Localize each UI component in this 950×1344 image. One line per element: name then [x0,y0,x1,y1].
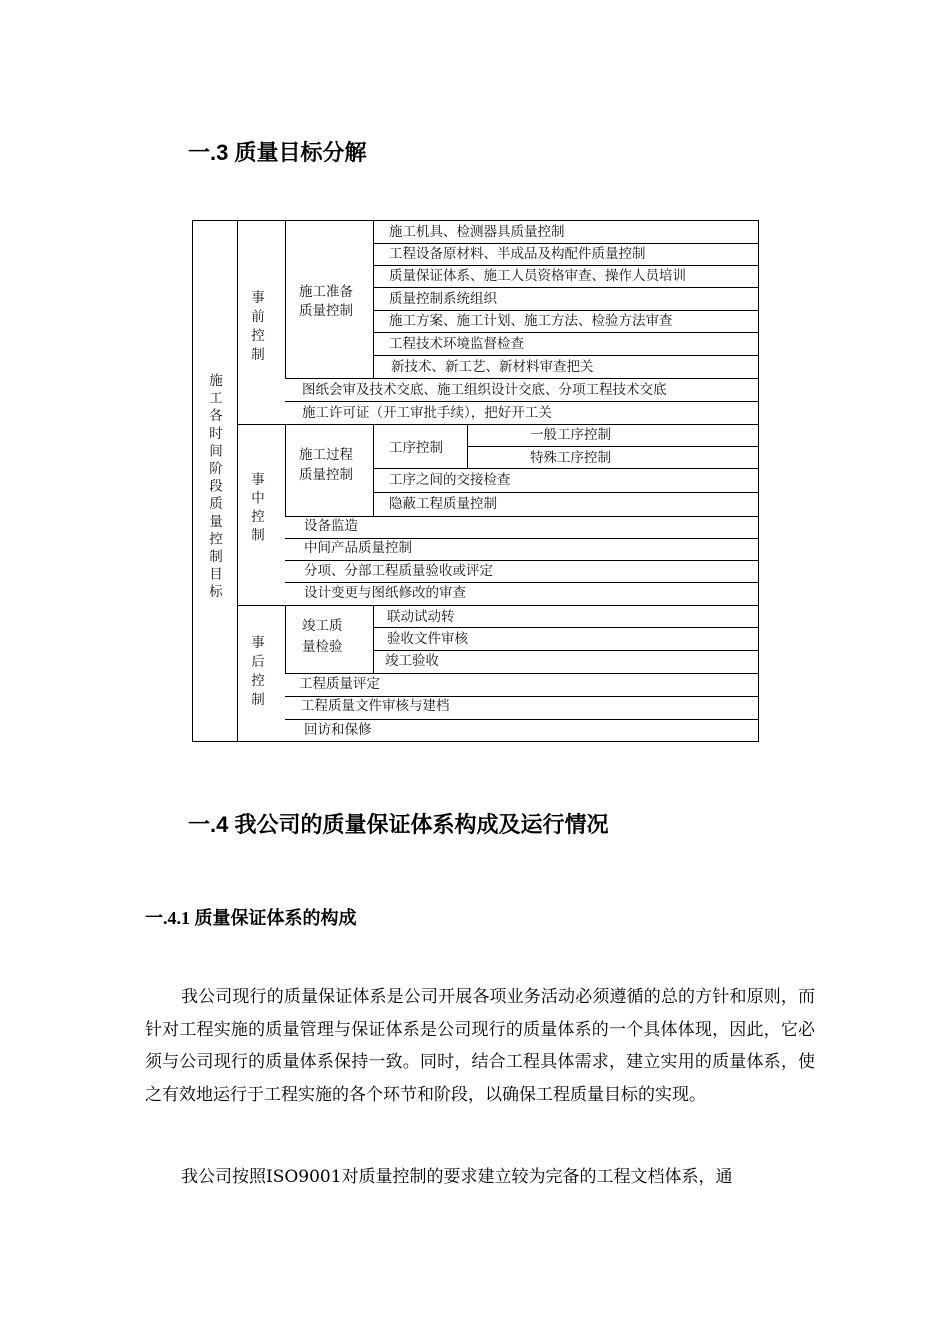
procedure-control-label: 工序控制 [389,440,443,456]
during-item: 中间产品质量控制 [304,540,412,556]
vertical-label-char: 量 [209,513,223,530]
vertical-label-char: 后 [251,654,265,670]
vertical-label-char: 控 [251,328,265,344]
vertical-label-char: 工 [209,390,223,407]
body-paragraph: 我公司现行的质量保证体系是公司开展各项业务活动必须遵循的总的方针和原则，而针对工程实施的质量管理与保证体系是公司现行的质量体系的一个具体体现，因此，它必须与公司现行的质量体系保持一致。同时，结合工程具体需求，建立实用的质量体系，使之有效地运行于工程实施的各个环节和阶段，以确保工程质量目标的实现。 [145,987,815,1105]
vertical-label-char: 制 [251,527,265,544]
procedure-item: 特殊工序控制 [530,450,611,466]
prep-item: 工程技术环境监督检查 [389,336,524,352]
vertical-label-char: 质 [209,496,223,513]
prep-item: 质量控制系统组织 [389,291,497,307]
completion-item: 联动试动转 [387,609,455,625]
vertical-label-char: 间 [209,443,223,460]
process-group-label-line1: 施工过程 [299,447,353,463]
post-control-vertical-label [251,634,265,708]
vertical-label-char: 控 [251,673,265,689]
section-4-title: 一.4 我公司的质量保证体系构成及运行情况 [188,812,609,837]
body-paragraph: 我公司按照ISO9001对质量控制的要求建立较为完备的工程文档体系，通 [181,1167,733,1187]
section-4-1-title: 一.4.1 质量保证体系的构成 [145,908,357,928]
pre-control-vertical-label [251,289,265,363]
vertical-label-char: 前 [251,309,265,325]
process-item: 隐蔽工程质量控制 [389,496,497,512]
vertical-label-char: 控 [251,509,265,525]
during-item: 设备监造 [304,518,358,534]
process-item: 工序之间的交接检查 [389,472,511,488]
prep-group-label-line1: 施工准备 [299,284,353,300]
process-group-label-line2: 质量控制 [299,467,353,483]
quality-target-breakdown-diagram [192,220,760,743]
vertical-label-char: 目 [209,566,223,583]
vertical-label-char: 制 [251,692,265,708]
completion-item: 竣工验收 [385,653,439,669]
prep-item: 质量保证体系、施工人员资格审查、操作人员培训 [389,268,686,284]
vertical-label-char: 制 [209,549,223,565]
prep-item: 新技术、新工艺、新材料审查把关 [391,359,594,375]
prep-item: 施工机具、检测器具质量控制 [389,224,565,240]
vertical-label-char: 事 [251,290,265,306]
vertical-label-char: 标 [209,584,223,601]
vertical-label-char: 控 [209,531,223,548]
vertical-label-char: 时 [209,425,223,442]
completion-item: 验收文件审核 [387,631,468,647]
pre-item: 图纸会审及技术交底、施工组织设计交底、分项工程技术交底 [302,382,667,398]
completion-group-label-line1: 竣工质 [302,618,343,634]
post-item: 回访和保修 [304,722,372,738]
vertical-label-char: 中 [251,490,265,507]
during-item: 分项、分部工程质量验收或评定 [304,563,493,579]
vertical-label-char: 各 [209,408,223,425]
vertical-label-char: 阶 [209,461,223,477]
procedure-item: 一般工序控制 [530,427,611,443]
post-item: 工程质量文件审核与建档 [301,698,450,714]
during-control-vertical-label [251,471,265,544]
root-vertical-label [209,373,223,600]
vertical-label-char: 事 [251,472,265,488]
vertical-label-char: 段 [209,478,223,495]
completion-group-label-line2: 量检验 [302,639,343,655]
prep-group-label-line2: 质量控制 [299,303,353,319]
during-item: 设计变更与图纸修改的审查 [304,585,466,601]
pre-item: 施工许可证（开工审批手续），把好开工关 [302,405,552,421]
prep-item: 施工方案、施工计划、施工方法、检验方法审查 [389,313,673,329]
vertical-label-char: 制 [251,347,265,363]
section-3-title: 一.3 质量目标分解 [188,140,367,165]
prep-item: 工程设备原材料、半成品及构配件质量控制 [389,246,646,262]
post-item: 工程质量评定 [299,676,380,692]
vertical-label-char: 事 [251,635,265,651]
vertical-label-char: 施 [209,373,223,389]
